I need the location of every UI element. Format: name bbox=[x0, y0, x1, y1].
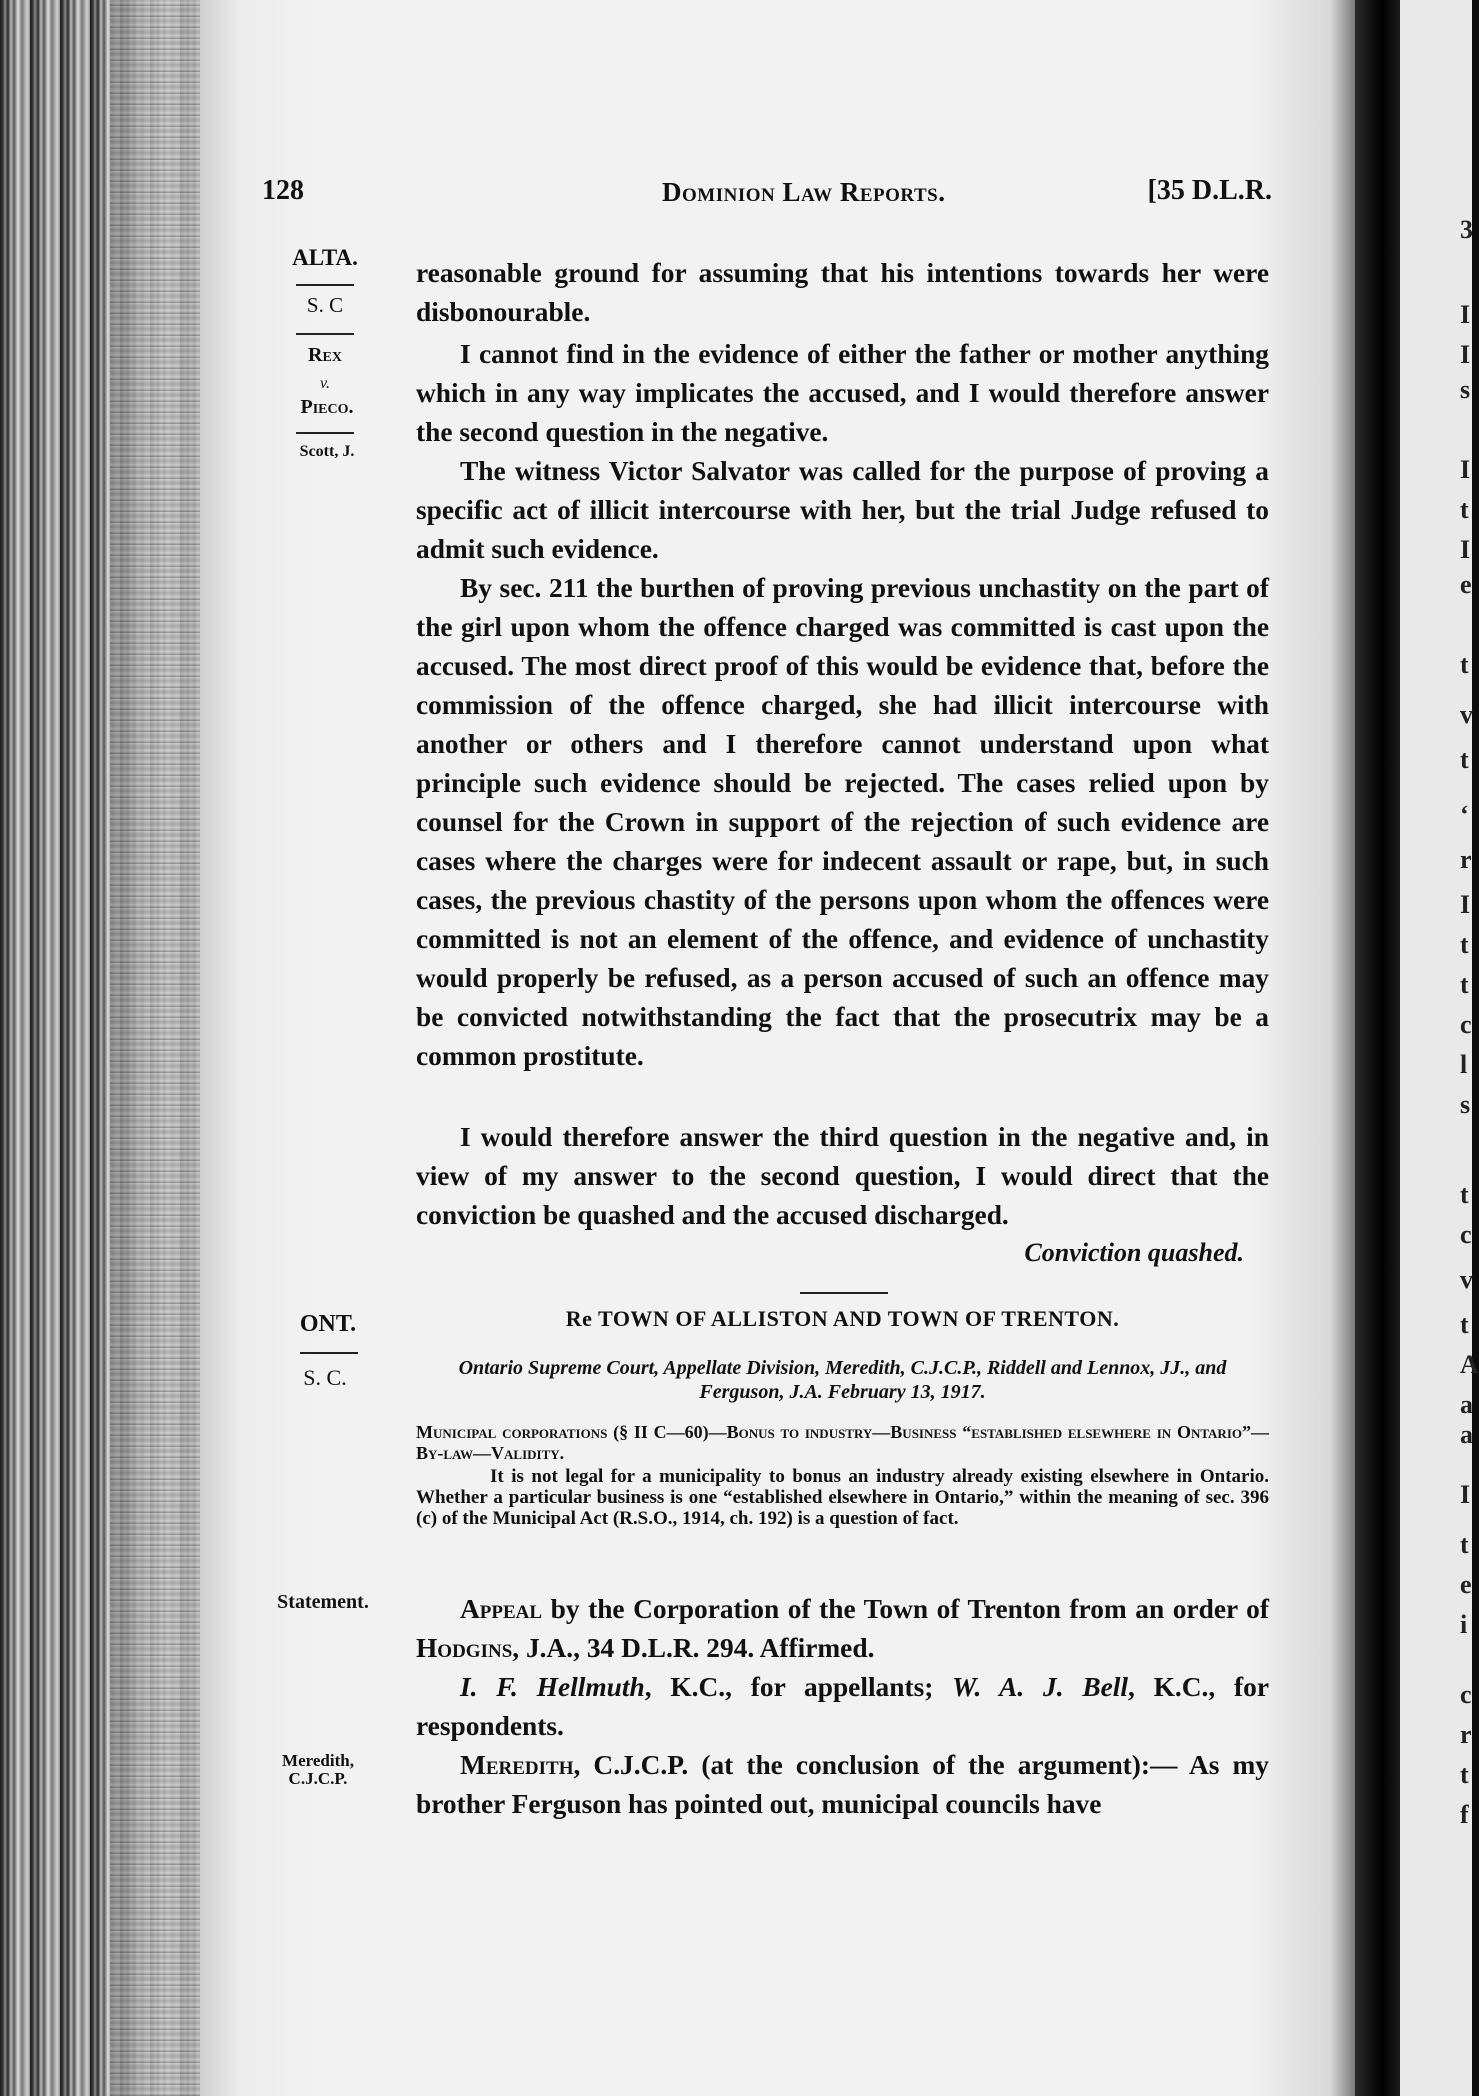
facing-page-letter: I bbox=[1460, 1480, 1471, 1509]
facing-page-letter: t bbox=[1460, 1760, 1469, 1789]
facing-page-letter: l bbox=[1460, 1050, 1468, 1079]
case-divider bbox=[800, 1292, 888, 1294]
facing-page-letter: 3 bbox=[1460, 215, 1473, 244]
sidenote-province: ALTA. bbox=[292, 245, 358, 270]
facing-page-letter: t bbox=[1460, 1530, 1469, 1559]
counsel-name: W. A. J. Bell bbox=[952, 1672, 1128, 1702]
counsel-text: , K.C., for appellants; bbox=[644, 1672, 953, 1702]
facing-page-letter: t bbox=[1460, 1310, 1469, 1339]
opinion-text: , C.J.C.P. (at the conclusion of the argument):— As my brother Ferguson has pointed out, municipal councils have bbox=[416, 1750, 1269, 1819]
sidenote-divider bbox=[296, 284, 354, 286]
opinion-paragraph bbox=[416, 1746, 1269, 1824]
sidenote-judge: Scott, J. bbox=[299, 443, 355, 460]
counsel-text: , K.C., for respondents. bbox=[416, 1672, 1269, 1741]
body-paragraph: By sec. 211 the burthen of proving previous unchastity on the part of the girl upon whom the offence charged was committed is cast upon the accused. The most direct proof of this would be evidence that, before the commission of the offence charged, she had illicit intercourse with another or others and I therefore cannot understand upon what principle such evidence should be rejected. The cases relied upon by counsel for the Crown in support of the rejection of such evidence are cases where the charges were for indecent assault or rape, but, in such cases, the previous chastity of the persons upon whom the offences were committed is not an element of the offence, and evidence of unchastity would properly be refused, as a person accused of such an offence may be convicted notwithstanding the fact that the prosecutrix may be a common prostitute. bbox=[416, 573, 1269, 1071]
facing-page-letter: ‘ bbox=[1460, 800, 1469, 829]
body-paragraph: I cannot find in the evidence of either the father or mother anything which in any way implicates the accused, and I would therefore answer the second question in the negative. bbox=[416, 339, 1269, 447]
body-paragraph: reasonable ground for assuming that his intentions towards her were disbonourable. bbox=[416, 258, 1269, 327]
facing-page-letter: t bbox=[1460, 745, 1469, 774]
counsel-name: I. F. Hellmuth bbox=[460, 1672, 645, 1702]
facing-page-letter: I bbox=[1460, 535, 1471, 564]
appeal-paragraph bbox=[416, 1590, 1269, 1668]
sidenote-case-v: v. bbox=[320, 375, 330, 392]
facing-page-letter: c bbox=[1460, 1680, 1472, 1709]
facing-page-letter: I bbox=[1460, 300, 1471, 329]
facing-page-letter: A bbox=[1460, 1350, 1479, 1379]
appeal-judge: Hodgins bbox=[416, 1633, 513, 1663]
facing-page-letter: c bbox=[1460, 1220, 1472, 1249]
running-title: Dominion Law Reports. bbox=[662, 177, 946, 207]
facing-page-letter: a bbox=[1460, 1420, 1473, 1449]
facing-page-letter: v bbox=[1460, 700, 1473, 729]
facing-page-letter: I bbox=[1460, 890, 1471, 919]
court-line: Ontario Supreme Court, Appellate Division, Meredith, C.J.C.P., Riddell and Lennox, JJ., and Ferguson, J.A. February 13, 1917. bbox=[458, 1357, 1227, 1403]
page-header bbox=[262, 175, 1272, 215]
facing-page-letter: i bbox=[1460, 1610, 1468, 1639]
facing-page-letter: f bbox=[1460, 1800, 1469, 1829]
appeal-text-end: , J.A., 34 D.L.R. 294. Affirmed. bbox=[512, 1633, 875, 1663]
case-title: Re TOWN OF ALLISTON AND TOWN OF TRENTON. bbox=[565, 1306, 1120, 1331]
facing-page-letter: r bbox=[1460, 1720, 1472, 1749]
facing-page-letter: a bbox=[1460, 1390, 1473, 1419]
facing-page-letter: I bbox=[1460, 455, 1471, 484]
facing-page-letter: e bbox=[1460, 570, 1472, 599]
facing-page-letter: r bbox=[1460, 845, 1472, 874]
headnote-category: Municipal corporations (§ II C—60)—Bonus to industry—Business “established elsewhere in Ontario”—By-law—Validity. bbox=[416, 1422, 1269, 1463]
sidenote-case-rex: Rex bbox=[308, 344, 342, 366]
sidenote-court: S. C bbox=[306, 293, 344, 317]
sidenote-divider bbox=[296, 333, 354, 335]
sidenote-court: S. C. bbox=[303, 1365, 347, 1390]
facing-page-letter: I bbox=[1460, 340, 1471, 369]
facing-page-letter: v bbox=[1460, 1265, 1473, 1294]
facing-page-letter: e bbox=[1460, 1570, 1472, 1599]
opinion-judge: Meredith bbox=[460, 1750, 574, 1780]
facing-page-letter: t bbox=[1460, 1180, 1469, 1209]
facing-page-letter: t bbox=[1460, 495, 1469, 524]
sidenote-statement: Statement. bbox=[277, 1591, 369, 1613]
facing-page-letter: t bbox=[1460, 650, 1469, 679]
headnote-body: It is not legal for a municipality to bonus an industry already existing elsewhere in Ontario. Whether a particular business is one “established elsewhere in Ontario,” within the meaning of sec. 396 (c) of the Municipal Act (R.S.O., 1914, ch. 192) is a question of fact. bbox=[416, 1466, 1269, 1529]
appeal-lead: Appeal bbox=[460, 1594, 543, 1624]
facing-page-letter: c bbox=[1460, 1010, 1472, 1039]
sidenote-divider bbox=[296, 432, 354, 434]
judgment-result: Conviction quashed. bbox=[1024, 1238, 1244, 1267]
facing-page-letter: t bbox=[1460, 970, 1469, 999]
facing-page-letter: s bbox=[1460, 1090, 1471, 1119]
facing-page-letter: s bbox=[1460, 375, 1471, 404]
volume-reference: [35 D.L.R. bbox=[1147, 175, 1272, 206]
appeal-text: by the Corporation of the Town of Trenton from an order of bbox=[542, 1594, 1269, 1624]
book-gutter-shadow bbox=[1355, 0, 1400, 2096]
sidenote-case-pieco: Pieco. bbox=[300, 396, 354, 418]
body-paragraph: I would therefore answer the third question in the negative and, in view of my answer to the second question, I would direct that the conviction be quashed and the accused discharged. bbox=[416, 1122, 1269, 1230]
counsel-paragraph bbox=[416, 1668, 1269, 1746]
body-paragraph: The witness Victor Salvator was called for the purpose of proving a specific act of illicit intercourse with her, but the trial Judge refused to admit such evidence. bbox=[416, 456, 1269, 564]
sidenote-province: ONT. bbox=[299, 1311, 357, 1337]
sidenote-judge: Meredith, C.J.C.P. bbox=[282, 1751, 354, 1788]
page-number: 128 bbox=[262, 175, 304, 206]
sidenote-divider bbox=[300, 1352, 358, 1354]
facing-page-letter: t bbox=[1460, 930, 1469, 959]
